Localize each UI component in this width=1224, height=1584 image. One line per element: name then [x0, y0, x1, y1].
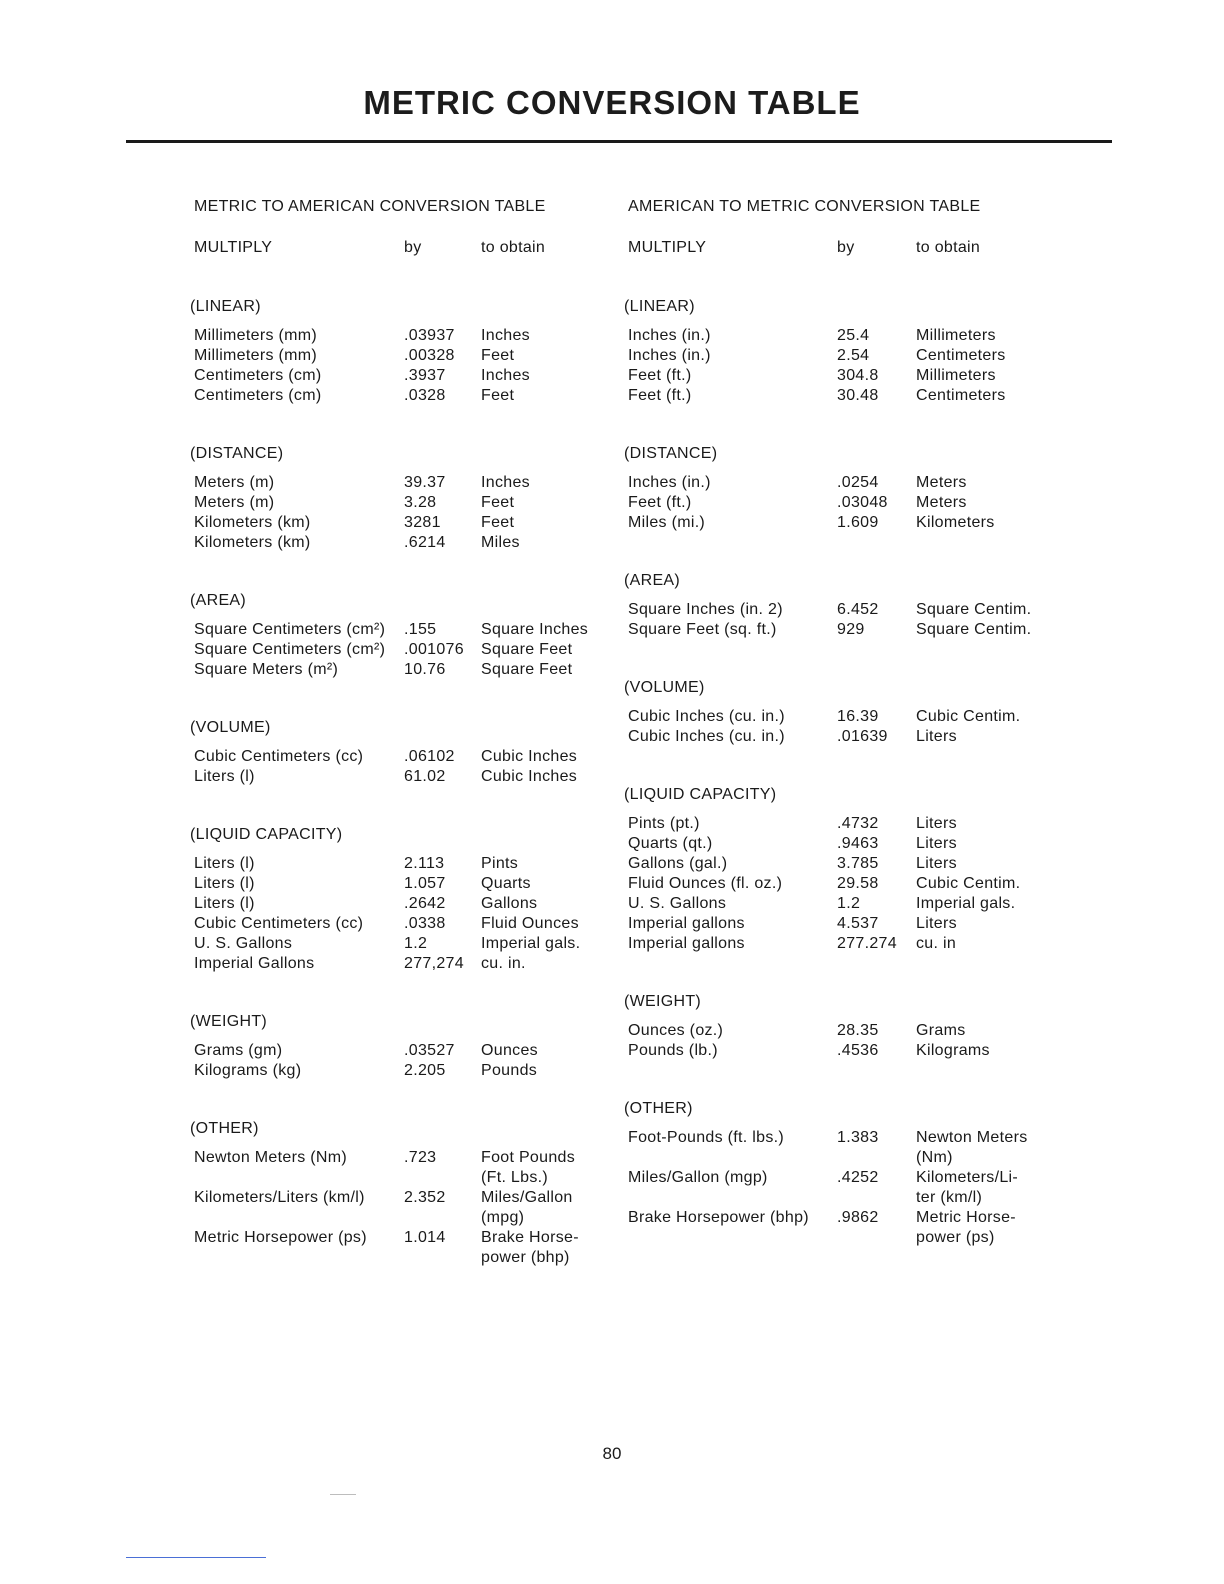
- table-title: AMERICAN TO METRIC CONVERSION TABLE: [628, 198, 981, 215]
- unit-to: Meters: [916, 474, 967, 491]
- factor: .0328: [404, 387, 446, 404]
- table-row: [624, 1208, 1094, 1248]
- unit-to: Inches: [481, 474, 530, 491]
- unit-to: Millimeters: [916, 327, 996, 344]
- section-title: (OTHER): [190, 1120, 259, 1137]
- table-row: [190, 914, 660, 934]
- table-row: [190, 934, 660, 954]
- header-by: by: [404, 239, 422, 256]
- table-row: [190, 660, 660, 680]
- unit-to: Kilograms: [916, 1042, 990, 1059]
- unit-from: Pounds (lb.): [628, 1042, 718, 1059]
- table-row: [624, 386, 1094, 406]
- table-row: [624, 814, 1094, 834]
- conversion-section: [624, 678, 1094, 747]
- table-row: [624, 473, 1094, 493]
- table-row: [624, 707, 1094, 727]
- table-row: [190, 386, 660, 406]
- unit-from: Meters (m): [194, 474, 275, 491]
- table-row: [624, 493, 1094, 513]
- table-row: [190, 954, 660, 974]
- factor: .2642: [404, 895, 446, 912]
- unit-to: Centimeters: [916, 387, 1006, 404]
- table-header: [190, 237, 660, 259]
- factor: 1.2: [404, 935, 428, 952]
- unit-from: Pints (pt.): [628, 815, 700, 832]
- header-by: by: [837, 239, 855, 256]
- conversion-section: [190, 718, 660, 787]
- unit-to: Square Centim.: [916, 621, 1032, 638]
- factor: 10.76: [404, 661, 446, 678]
- factor: .4732: [837, 815, 879, 832]
- unit-from: Inches (in.): [628, 347, 711, 364]
- table-row: [190, 1041, 660, 1061]
- table-row: [190, 1148, 660, 1188]
- factor: 304.8: [837, 367, 879, 384]
- unit-to: cu. in: [916, 935, 957, 952]
- factor: 3281: [404, 514, 441, 531]
- table-row: [190, 1188, 660, 1228]
- conversion-section: [190, 1119, 660, 1268]
- american-to-metric-table: [624, 196, 1094, 1248]
- factor: 2.54: [837, 347, 870, 364]
- section-title: (WEIGHT): [190, 1013, 268, 1030]
- table-row: [624, 620, 1094, 640]
- unit-to: Cubic Inches: [481, 748, 578, 765]
- unit-to: Foot Pounds (Ft. Lbs.): [481, 1149, 576, 1186]
- header-multiply: MULTIPLY: [628, 239, 707, 256]
- unit-from: Inches (in.): [628, 327, 711, 344]
- table-row: [190, 493, 660, 513]
- unit-to: Liters: [916, 835, 957, 852]
- unit-to: Liters: [916, 728, 957, 745]
- unit-to: Pints: [481, 855, 519, 872]
- unit-from: Millimeters (mm): [194, 327, 318, 344]
- factor: 4.537: [837, 915, 879, 932]
- unit-to: Liters: [916, 915, 957, 932]
- table-row: [190, 326, 660, 346]
- factor: 3.785: [837, 855, 879, 872]
- unit-from: Grams (gm): [194, 1042, 283, 1059]
- table-row: [190, 747, 660, 767]
- unit-from: Fluid Ounces (fl. oz.): [628, 875, 783, 892]
- table-row: [190, 533, 660, 553]
- unit-from: Ounces (oz.): [628, 1022, 724, 1039]
- section-title: (LINEAR): [190, 298, 261, 315]
- table-row: [190, 620, 660, 640]
- unit-from: Cubic Centimeters (cc): [194, 748, 364, 765]
- table-row: [190, 854, 660, 874]
- unit-to: Imperial gals.: [916, 895, 1016, 912]
- unit-from: U. S. Gallons: [194, 935, 293, 952]
- unit-to: Miles: [481, 534, 520, 551]
- conversion-section: [624, 297, 1094, 406]
- conversion-section: [624, 444, 1094, 533]
- unit-from: Newton Meters (Nm): [194, 1149, 347, 1166]
- table-row: [624, 934, 1094, 954]
- unit-to: Inches: [481, 367, 530, 384]
- factor: 61.02: [404, 768, 446, 785]
- factor: 1.014: [404, 1229, 446, 1246]
- factor: 25.4: [837, 327, 870, 344]
- metric-to-american-table: [190, 196, 660, 1268]
- unit-to: Square Inches: [481, 621, 589, 638]
- unit-from: Square Feet (sq. ft.): [628, 621, 777, 638]
- unit-from: Kilometers/Liters (km/l): [194, 1189, 365, 1206]
- factor: 2.205: [404, 1062, 446, 1079]
- unit-from: Feet (ft.): [628, 387, 692, 404]
- unit-to: Meters: [916, 494, 967, 511]
- unit-from: Kilograms (kg): [194, 1062, 302, 1079]
- factor: .9463: [837, 835, 879, 852]
- table-row: [624, 366, 1094, 386]
- unit-to: Millimeters: [916, 367, 996, 384]
- scan-mark: [330, 1494, 356, 1495]
- table-row: [624, 894, 1094, 914]
- unit-from: Imperial Gallons: [194, 955, 315, 972]
- factor: .03048: [837, 494, 888, 511]
- unit-from: Kilometers (km): [194, 534, 311, 551]
- section-title: (LIQUID CAPACITY): [624, 786, 777, 803]
- factor: 30.48: [837, 387, 879, 404]
- factor: .9862: [837, 1209, 879, 1226]
- unit-to: Imperial gals.: [481, 935, 581, 952]
- table-title: METRIC TO AMERICAN CONVERSION TABLE: [194, 198, 546, 215]
- factor: 277,274: [404, 955, 464, 972]
- unit-to: Cubic Centim.: [916, 875, 1021, 892]
- factor: .03527: [404, 1042, 455, 1059]
- unit-to: Cubic Centim.: [916, 708, 1021, 725]
- factor: 1.383: [837, 1129, 879, 1146]
- unit-to: Gallons: [481, 895, 538, 912]
- table-row: [190, 640, 660, 660]
- table-row: [190, 366, 660, 386]
- unit-from: U. S. Gallons: [628, 895, 727, 912]
- page-title: METRIC CONVERSION TABLE: [363, 84, 861, 121]
- unit-from: Feet (ft.): [628, 494, 692, 511]
- unit-to: Newton Meters (Nm): [916, 1129, 1028, 1166]
- unit-to: Square Centim.: [916, 601, 1032, 618]
- unit-from: Inches (in.): [628, 474, 711, 491]
- section-title: (WEIGHT): [624, 993, 702, 1010]
- table-row: [190, 473, 660, 493]
- page-number: 80: [602, 1444, 622, 1463]
- unit-to: Ounces: [481, 1042, 538, 1059]
- header-to-obtain: to obtain: [481, 239, 546, 256]
- unit-to: Centimeters: [916, 347, 1006, 364]
- unit-from: Brake Horsepower (bhp): [628, 1209, 809, 1226]
- unit-to: Feet: [481, 347, 515, 364]
- title-divider: [126, 140, 1112, 143]
- factor: .723: [404, 1149, 437, 1166]
- factor: 1.2: [837, 895, 861, 912]
- factor: 1.057: [404, 875, 446, 892]
- unit-from: Cubic Centimeters (cc): [194, 915, 364, 932]
- table-header: [624, 237, 1094, 259]
- unit-from: Quarts (qt.): [628, 835, 713, 852]
- table-row: [190, 894, 660, 914]
- factor: .06102: [404, 748, 455, 765]
- factor: 1.609: [837, 514, 879, 531]
- table-row: [190, 346, 660, 366]
- unit-from: Liters (l): [194, 895, 255, 912]
- table-row: [624, 600, 1094, 620]
- unit-to: Miles/Gallon (mpg): [481, 1189, 573, 1226]
- unit-from: Feet (ft.): [628, 367, 692, 384]
- conversion-section: [624, 992, 1094, 1061]
- section-title: (VOLUME): [190, 719, 271, 736]
- conversion-section: [624, 785, 1094, 954]
- unit-to: Grams: [916, 1022, 966, 1039]
- table-row: [624, 513, 1094, 533]
- factor: 2.113: [404, 855, 445, 872]
- unit-to: Square Feet: [481, 661, 573, 678]
- factor: .03937: [404, 327, 455, 344]
- table-row: [624, 1041, 1094, 1061]
- factor: .4252: [837, 1169, 879, 1186]
- table-row: [624, 854, 1094, 874]
- unit-from: Miles (mi.): [628, 514, 706, 531]
- unit-to: Square Feet: [481, 641, 573, 658]
- factor: 29.58: [837, 875, 879, 892]
- factor: .0338: [404, 915, 446, 932]
- unit-from: Meters (m): [194, 494, 275, 511]
- unit-from: Liters (l): [194, 875, 255, 892]
- unit-to: Pounds: [481, 1062, 538, 1079]
- unit-from: Foot-Pounds (ft. lbs.): [628, 1129, 784, 1146]
- unit-from: Centimeters (cm): [194, 387, 322, 404]
- section-title: (OTHER): [624, 1100, 693, 1117]
- factor: 6.452: [837, 601, 879, 618]
- unit-to: Cubic Inches: [481, 768, 578, 785]
- factor: 16.39: [837, 708, 879, 725]
- unit-from: Square Inches (in. 2): [628, 601, 783, 618]
- factor: .01639: [837, 728, 888, 745]
- table-row: [624, 1128, 1094, 1168]
- conversion-section: [190, 297, 660, 406]
- factor: .0254: [837, 474, 879, 491]
- unit-from: Miles/Gallon (mgp): [628, 1169, 768, 1186]
- unit-to: Feet: [481, 514, 515, 531]
- unit-to: cu. in.: [481, 955, 526, 972]
- unit-to: Kilometers/Li- ter (km/l): [916, 1169, 1019, 1206]
- table-row: [190, 513, 660, 533]
- unit-to: Brake Horse- power (bhp): [481, 1229, 579, 1266]
- section-title: (LINEAR): [624, 298, 695, 315]
- table-row: [190, 767, 660, 787]
- section-title: (VOLUME): [624, 679, 705, 696]
- table-row: [624, 874, 1094, 894]
- table-row: [624, 914, 1094, 934]
- unit-from: Square Centimeters (cm²): [194, 641, 386, 658]
- unit-from: Metric Horsepower (ps): [194, 1229, 367, 1246]
- unit-to: Feet: [481, 494, 515, 511]
- section-title: (LIQUID CAPACITY): [190, 826, 343, 843]
- table-row: [190, 1228, 660, 1268]
- unit-from: Liters (l): [194, 768, 255, 785]
- factor: .3937: [404, 367, 446, 384]
- conversion-section: [190, 591, 660, 680]
- table-row: [190, 1061, 660, 1081]
- scan-line: [126, 1557, 266, 1558]
- factor: 2.352: [404, 1189, 446, 1206]
- table-row: [624, 346, 1094, 366]
- unit-to: Inches: [481, 327, 530, 344]
- header-multiply: MULTIPLY: [194, 239, 273, 256]
- factor: 28.35: [837, 1022, 879, 1039]
- factor: 277.274: [837, 935, 897, 952]
- conversion-section: [190, 1012, 660, 1081]
- unit-to: Fluid Ounces: [481, 915, 579, 932]
- table-row: [190, 874, 660, 894]
- table-row: [624, 1021, 1094, 1041]
- factor: 39.37: [404, 474, 446, 491]
- unit-from: Square Meters (m²): [194, 661, 339, 678]
- factor: 929: [837, 621, 865, 638]
- unit-from: Centimeters (cm): [194, 367, 322, 384]
- unit-from: Gallons (gal.): [628, 855, 728, 872]
- unit-to: Kilometers: [916, 514, 995, 531]
- unit-to: Liters: [916, 855, 957, 872]
- section-title: (AREA): [190, 592, 247, 609]
- table-row: [624, 1168, 1094, 1208]
- unit-from: Imperial gallons: [628, 915, 745, 932]
- factor: .4536: [837, 1042, 879, 1059]
- table-row: [624, 326, 1094, 346]
- section-title: (AREA): [624, 572, 681, 589]
- unit-from: Square Centimeters (cm²): [194, 621, 386, 638]
- section-title: (DISTANCE): [624, 445, 718, 462]
- unit-from: Liters (l): [194, 855, 255, 872]
- conversion-section: [624, 571, 1094, 640]
- factor: .001076: [404, 641, 464, 658]
- unit-to: Liters: [916, 815, 957, 832]
- table-row: [624, 727, 1094, 747]
- factor: .00328: [404, 347, 455, 364]
- factor: 3.28: [404, 494, 437, 511]
- section-title: (DISTANCE): [190, 445, 284, 462]
- unit-to: Quarts: [481, 875, 531, 892]
- unit-from: Cubic Inches (cu. in.): [628, 708, 785, 725]
- table-row: [624, 834, 1094, 854]
- factor: .155: [404, 621, 437, 638]
- header-to-obtain: to obtain: [916, 239, 981, 256]
- conversion-section: [624, 1099, 1094, 1248]
- unit-from: Millimeters (mm): [194, 347, 318, 364]
- unit-to: Feet: [481, 387, 515, 404]
- unit-from: Imperial gallons: [628, 935, 745, 952]
- factor: .6214: [404, 534, 446, 551]
- conversion-section: [190, 444, 660, 553]
- unit-from: Cubic Inches (cu. in.): [628, 728, 785, 745]
- conversion-section: [190, 825, 660, 974]
- unit-to: Metric Horse- power (ps): [916, 1209, 1016, 1246]
- unit-from: Kilometers (km): [194, 514, 311, 531]
